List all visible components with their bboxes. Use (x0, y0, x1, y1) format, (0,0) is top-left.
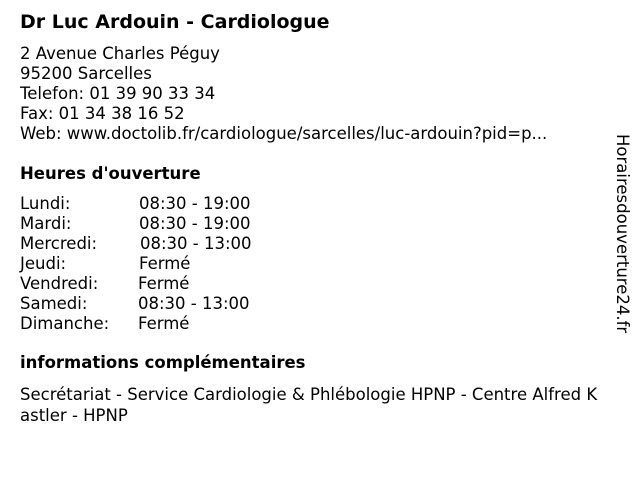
city-address: 95200 Sarcelles (20, 64, 152, 83)
time-value: 08:30 - 19:00 (139, 194, 251, 213)
day-label: Samedi: (20, 294, 88, 313)
time-value: Fermé (138, 274, 190, 293)
additional-info-heading: informations complémentaires (20, 353, 306, 372)
day-label: Mardi: (20, 214, 72, 233)
day-label: Vendredi: (20, 274, 99, 293)
time-value: 08:30 - 13:00 (140, 234, 252, 253)
hours-row-tuesday (20, 214, 300, 234)
street-address: 2 Avenue Charles Péguy (20, 44, 220, 63)
contact-block (20, 44, 547, 144)
hours-row-friday (20, 274, 300, 294)
time-value: Fermé (139, 254, 191, 273)
additional-info-text: Secrétariat - Service Cardiologie & Phlébologie HPNP - Centre Alfred Kastler - HPNP (20, 385, 598, 425)
phone-number: Telefon: 01 39 90 33 34 (20, 84, 216, 103)
fax-number: Fax: 01 34 38 16 52 (20, 104, 185, 123)
day-label: Jeudi: (20, 254, 67, 273)
brand-watermark-text: Horairesdouverture24.fr (613, 134, 632, 334)
day-label: Dimanche: (20, 314, 110, 333)
time-value: Fermé (138, 314, 190, 333)
day-label: Mercredi: (20, 234, 98, 253)
hours-row-sunday (20, 314, 300, 334)
hours-row-thursday (20, 254, 300, 274)
day-label: Lundi: (20, 194, 71, 213)
hours-row-monday (20, 194, 300, 214)
time-value: 08:30 - 13:00 (138, 294, 250, 313)
time-value: 08:30 - 19:00 (139, 214, 251, 233)
hours-row-saturday (20, 294, 300, 314)
opening-hours-table (20, 194, 300, 334)
hours-row-wednesday (20, 234, 300, 254)
opening-hours-heading: Heures d'ouverture (20, 164, 201, 183)
website-link[interactable]: Web: www.doctolib.fr/cardiologue/sarcelles/luc-ardouin?pid=p... (20, 124, 548, 143)
page-title: Dr Luc Ardouin - Cardiologue (20, 11, 330, 33)
